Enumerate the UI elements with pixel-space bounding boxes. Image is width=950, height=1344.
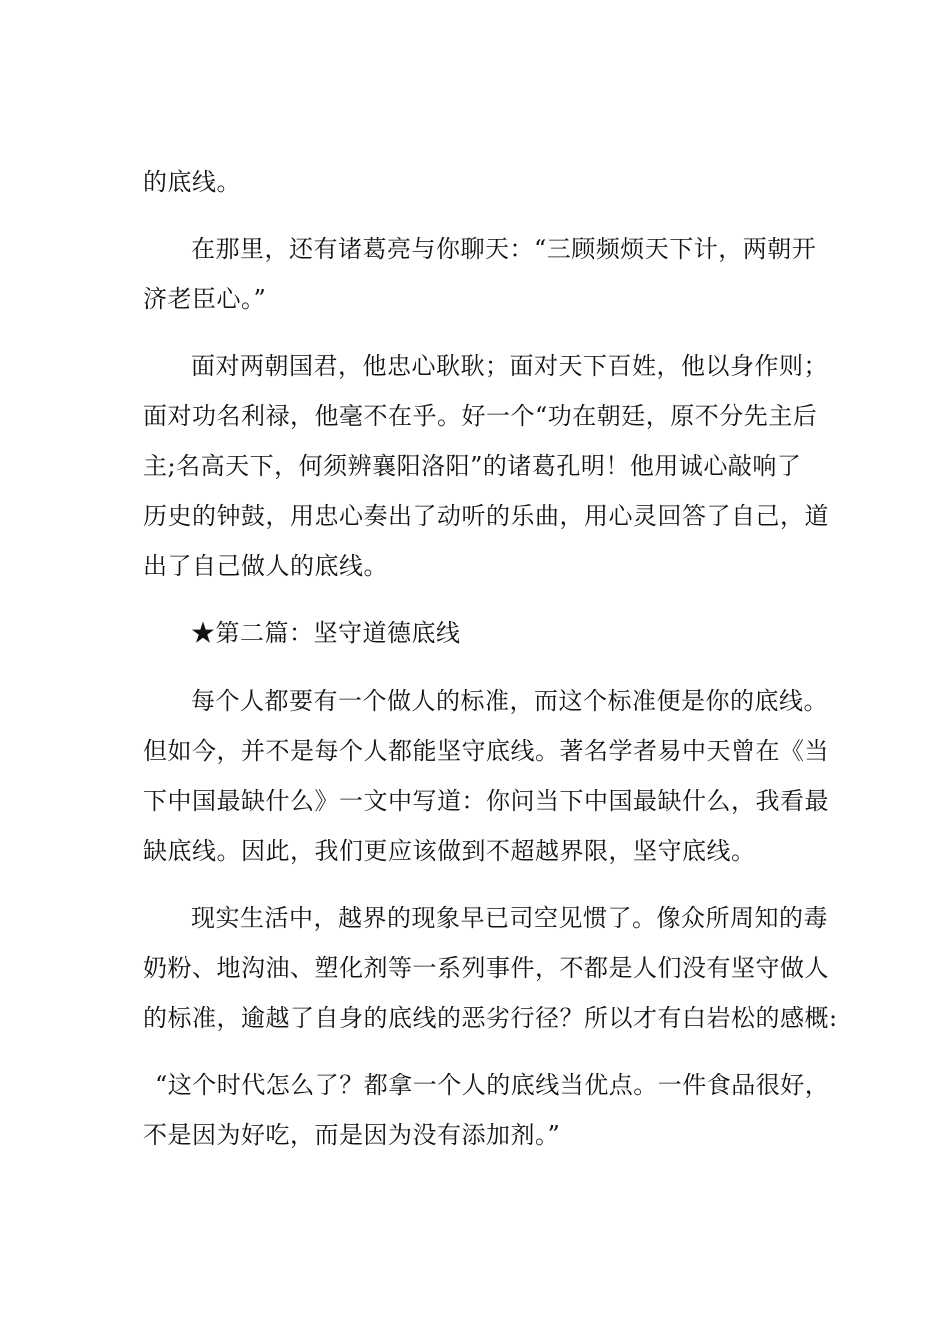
paragraph-5-line-3: 下中国最缺什么》一文中写道：你问当下中国最缺什么，我看最	[143, 787, 829, 815]
paragraph-6-line-3: 的标准，逾越了自身的底线的恶劣行径？所以才有白岩松的感概:	[143, 1004, 838, 1032]
paragraph-6-line-1: 现实生活中，越界的现象早已司空见惯了。像众所周知的毒	[191, 904, 828, 932]
paragraph-3-line-5: 出了自己做人的底线。	[143, 552, 388, 580]
paragraph-3-line-3: 主;名高天下，何须辨襄阳洛阳”的诸葛孔明！他用诚心敲响了	[143, 452, 802, 480]
paragraph-5-line-1: 每个人都要有一个做人的标准，而这个标准便是你的底线。	[191, 687, 828, 715]
paragraph-5-line-2: 但如今，并不是每个人都能坚守底线。著名学者易中天曾在《当	[143, 737, 829, 765]
paragraph-2-line-1: 在那里，还有诸葛亮与你聊天：“三顾频烦天下计，两朝开	[191, 235, 817, 263]
quote-line-2: 不是因为好吃，而是因为没有添加剂。”	[143, 1121, 561, 1149]
paragraph-2-line-2: 济老臣心。”	[143, 285, 267, 313]
section-heading: ★第二篇：坚守道德底线	[191, 619, 461, 647]
paragraph-3-line-1: 面对两朝国君，他忠心耿耿；面对天下百姓，他以身作则；	[191, 352, 828, 380]
paragraph-6-line-2: 奶粉、地沟油、塑化剂等一系列事件，不都是人们没有坚守做人	[143, 954, 829, 982]
quote-line-1: “这个时代怎么了？都拿一个人的底线当优点。一件食品很好，	[155, 1071, 830, 1099]
paragraph-5-line-4: 缺底线。因此，我们更应该做到不超越界限，坚守底线。	[143, 837, 756, 865]
paragraph-1-line-1: 的底线。	[143, 168, 241, 196]
paragraph-3-line-2: 面对功名利禄，他毫不在乎。好一个“功在朝廷，原不分先主后	[143, 402, 818, 430]
paragraph-3-line-4: 历史的钟鼓，用忠心奏出了动听的乐曲，用心灵回答了自己，道	[143, 502, 829, 530]
